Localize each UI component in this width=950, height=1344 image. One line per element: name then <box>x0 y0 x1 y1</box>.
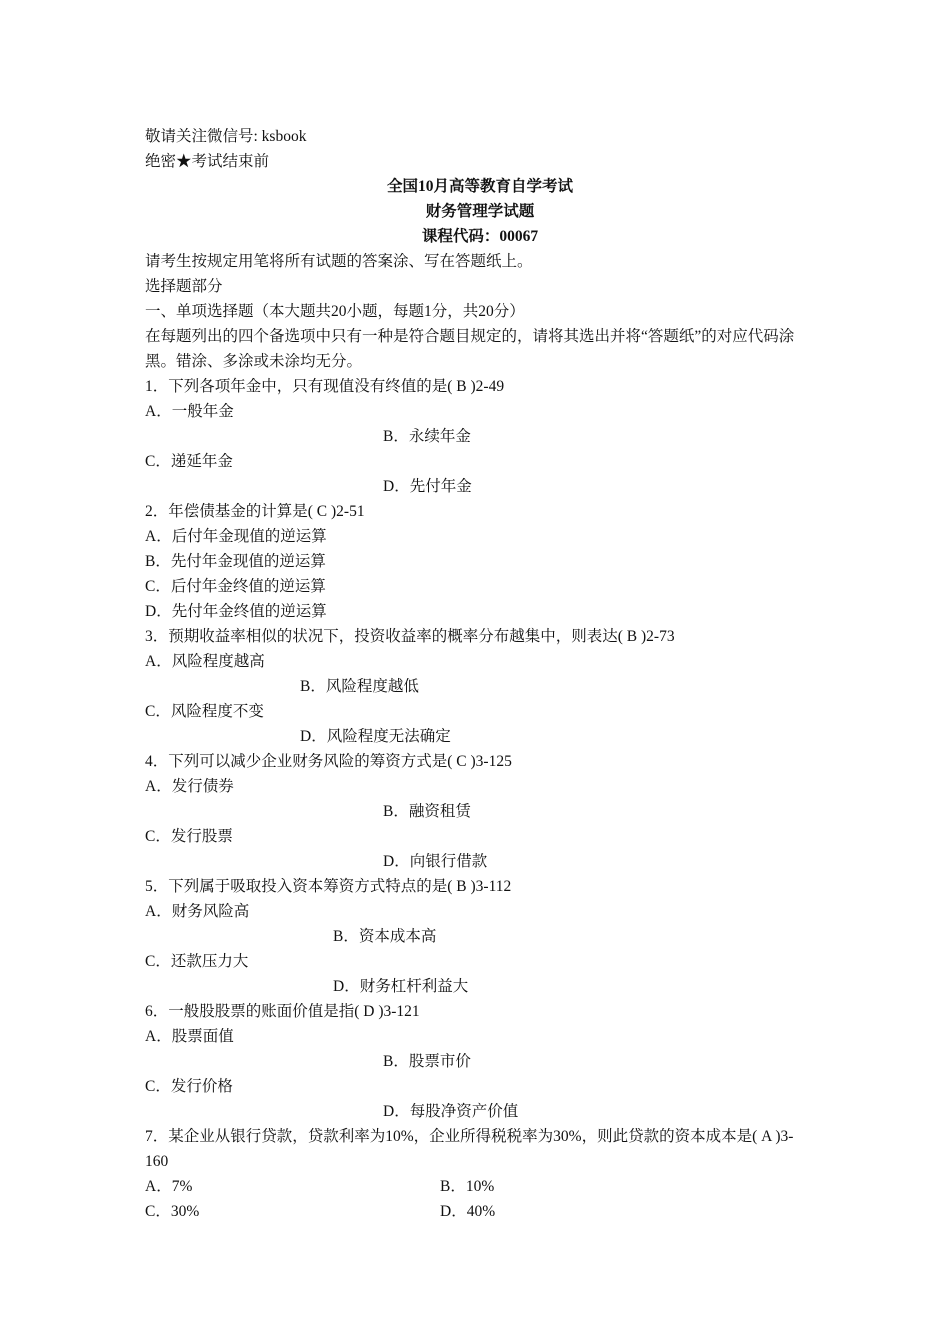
option-a: A．7% <box>145 1178 193 1195</box>
option-b: B．先付年金现值的逆运算 <box>145 553 326 570</box>
option-c: C．还款压力大 <box>145 953 249 970</box>
option-d: D．风险程度无法确定 <box>300 728 451 745</box>
option-a: A．一般年金 <box>145 403 234 420</box>
question-stem: 2．年偿债基金的计算是( C )2-51 <box>145 503 365 520</box>
option-b: B．资本成本高 <box>333 928 437 945</box>
option-c: C．风险程度不变 <box>145 703 264 720</box>
option-d: D．财务杠杆利益大 <box>333 978 469 995</box>
wechat-notice: 敬请关注微信号: ksbook <box>145 128 307 145</box>
option-c: C．30% <box>145 1203 200 1220</box>
option-b: B．股票市价 <box>383 1053 471 1070</box>
option-b: B．永续年金 <box>383 428 471 445</box>
option-a: A．股票面值 <box>145 1028 234 1045</box>
option-b: B．10% <box>440 1178 495 1195</box>
question-stem: 3．预期收益率相似的状况下，投资收益率的概率分布越集中，则表达( B )2-73 <box>145 628 675 645</box>
option-c: C．发行价格 <box>145 1078 233 1095</box>
option-a: A．后付年金现值的逆运算 <box>145 528 327 545</box>
option-c: C．递延年金 <box>145 453 233 470</box>
exam-title: 全国10月高等教育自学考试 <box>386 178 573 195</box>
part-description: 在每题列出的四个备选项中只有一种是符合题目规定的，请将其选出并将“答题纸”的对应代码涂黑。错涂、多涂或未涂均无分。 <box>145 328 795 370</box>
secret-mark: 绝密★考试结束前 <box>145 153 270 170</box>
course-code: 课程代码：00067 <box>421 228 539 245</box>
option-d: D．向银行借款 <box>383 853 488 870</box>
option-d: D．40% <box>440 1203 496 1220</box>
option-d: D．先付年金 <box>383 478 472 495</box>
option-b: B．融资租赁 <box>383 803 471 820</box>
option-a: A．风险程度越高 <box>145 653 265 670</box>
section-heading: 选择题部分 <box>145 278 223 295</box>
option-b: B．风险程度越低 <box>300 678 419 695</box>
exam-subtitle: 财务管理学试题 <box>425 203 535 220</box>
question-stem: 1．下列各项年金中，只有现值没有终值的是( B )2-49 <box>145 378 505 395</box>
option-row <box>145 1174 815 1199</box>
option-c: C．后付年金终值的逆运算 <box>145 578 326 595</box>
option-c: C．发行股票 <box>145 828 233 845</box>
part-heading: 一、单项选择题（本大题共20小题，每题1分，共20分） <box>145 303 525 320</box>
option-row <box>145 1199 815 1224</box>
option-d: D．先付年金终值的逆运算 <box>145 603 327 620</box>
question-stem: 4．下列可以减少企业财务风险的筹资方式是( C )3-125 <box>145 753 512 770</box>
option-d: D．每股净资产价值 <box>383 1103 519 1120</box>
answer-note: 请考生按规定用笔将所有试题的答案涂、写在答题纸上。 <box>145 253 533 270</box>
option-a: A．财务风险高 <box>145 903 250 920</box>
question-stem: 7．某企业从银行贷款，贷款利率为10%，企业所得税税率为30%，则此贷款的资本成本是( A )3-160 <box>145 1128 794 1170</box>
document-page <box>145 124 815 1224</box>
question-stem: 5．下列属于吸取投入资本筹资方式特点的是( B )3-112 <box>145 878 512 895</box>
option-a: A．发行债券 <box>145 778 234 795</box>
question-stem: 6．一般股股票的账面价值是指( D )3-121 <box>145 1003 420 1020</box>
